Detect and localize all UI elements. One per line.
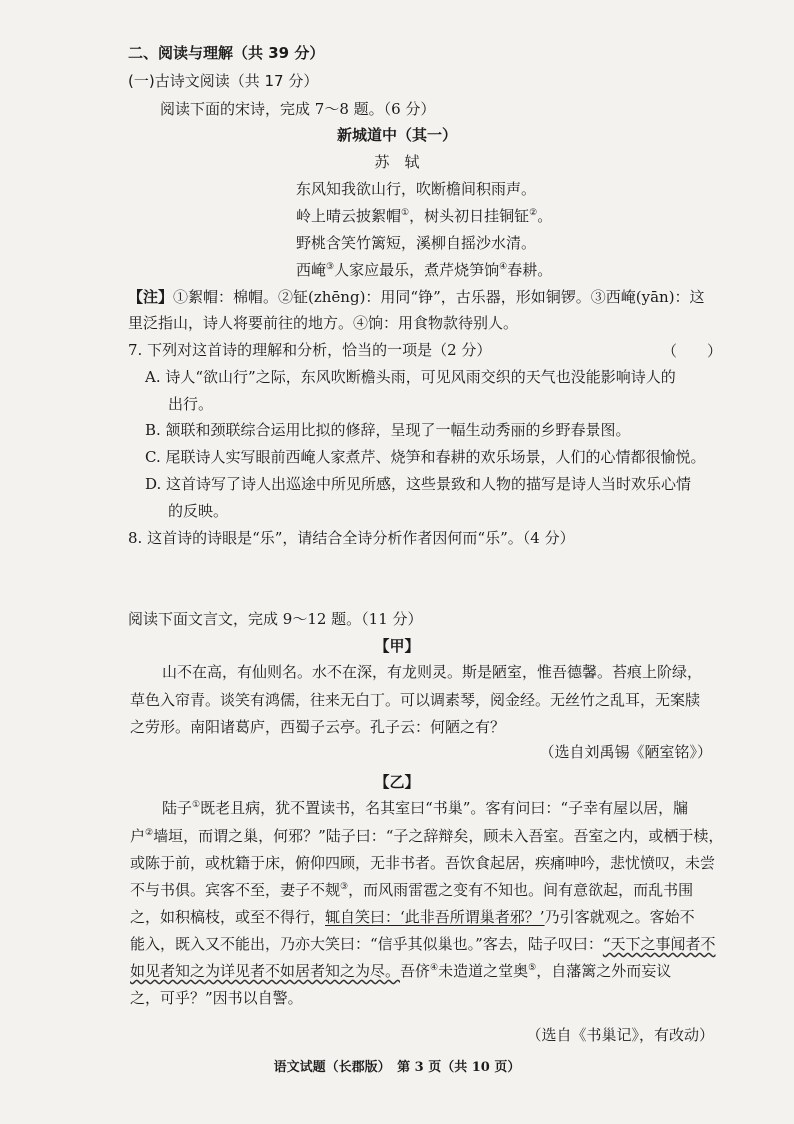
passage-yi-line: 陆子①既老且病，犹不置读书，名其室曰“书巢”。客有问曰：“子幸有屋以居，牖 — [162, 799, 689, 817]
instruction-classical: 阅读下面文言文，完成 9～12 题。（11 分） — [128, 610, 423, 628]
passage-yi-line: 户②墙垣，而谓之巢，何邪？”陆子曰：“子之辞辩矣，顾未入吾室。吾室之内，或栖于椟， — [130, 827, 724, 845]
poem-line: 东风知我欲山行，吹断檐间积雨声。 — [296, 180, 537, 198]
passage-yi-line: 之，如积槁枝，或至不得行，辄自笑曰：‘此非吾所谓巢者邪？’乃引客就观之。客始不 — [130, 908, 695, 926]
passage-jia-source: （选自刘禹锡《陋室铭》） — [539, 743, 712, 761]
passage-jia-line: 草色入帘青。谈笑有鸿儒，往来无白丁。可以调素琴，阅金经。无丝竹之乱耳，无案牍 — [130, 691, 701, 709]
page-footer: 语文试题（长郡版） 第 3 页（共 10 页） — [273, 1060, 521, 1075]
question-8-stem: 8. 这首诗的诗眼是“乐”，请结合全诗分析作者因何而“乐”。（4 分） — [128, 529, 575, 547]
poem-line: 西崦③人家应最乐，煮芹烧笋饷④春耕。 — [296, 261, 553, 279]
footnote-marker: ② — [145, 828, 154, 838]
passage-yi-source: （选自《书巢记》，有改动） — [526, 1026, 714, 1044]
passage-jia-line: 山不在高，有仙则名。水不在深，有龙则灵。斯是陋室，惟吾德馨。苔痕上阶绿， — [162, 663, 703, 681]
option-c: C. 尾联诗人实写眼前西崦人家煮芹、烧笋和春耕的欢乐场景，人们的心情都很愉悦。 — [145, 448, 706, 466]
footnote-marker: ④ — [499, 262, 508, 272]
underlined-sentence: 辄自笑曰：‘此非吾所谓巢者邪？’ — [325, 908, 545, 926]
passage-jia-line: 之劳形。南阳诸葛庐，西蜀子云亭。孔子云：何陋之有？ — [130, 718, 506, 736]
section-heading: 二、阅读与理解（共 39 分） — [128, 44, 325, 62]
wavy-underlined-sentence: “天下之事闻者不 — [602, 935, 716, 953]
question-7-stem: 7. 下列对这首诗的理解和分析，恰当的一项是（2 分） — [128, 341, 492, 359]
poem-author: 苏 轼 — [374, 153, 420, 171]
option-b: B. 颔联和颈联综合运用比拟的修辞，呈现了一幅生动秀丽的乡野春景图。 — [145, 421, 631, 439]
footnote-marker: ③ — [340, 882, 349, 892]
footnote-marker: ③ — [326, 262, 335, 272]
wavy-underlined-sentence: 如见者知之为详见者不如居者知之为尽。 — [130, 962, 401, 980]
passage-jia-label: 【甲】 — [374, 637, 420, 655]
option-a: A. 诗人“欲山行”之际，东风吹断檐头雨，可见风雨交织的天气也没能影响诗人的 — [145, 368, 676, 386]
passage-yi-line: 如见者知之为详见者不如居者知之为尽。吾侪④未造道之堂奥⑤，自藩篱之外而妄议 — [130, 962, 672, 980]
footnote-marker: ⑤ — [528, 963, 537, 973]
answer-blank: （ ） — [662, 342, 723, 360]
instruction-poem: 阅读下面的宋诗，完成 7～8 题。（6 分） — [160, 100, 436, 118]
footnote-marker: ① — [401, 208, 410, 218]
option-d-cont: 的反映。 — [168, 502, 229, 520]
option-a-cont: 出行。 — [168, 395, 214, 413]
annotation-line: 【注】①絮帽：棉帽。②钲(zhēng)：用同“铮”，古乐器，形如铜锣。③西崦(yān)：这 — [128, 288, 705, 306]
passage-yi-line: 之，可乎？”因书以自警。 — [130, 989, 303, 1007]
footnote-marker: ② — [529, 208, 538, 218]
passage-yi-line: 不与书俱。宾客不至，妻子不觌③，而风雨雷雹之变有不知也。间有意欲起，而乱书围 — [130, 881, 694, 899]
footnote-marker: ④ — [430, 963, 439, 973]
option-d: D. 这首诗写了诗人出巡途中所见所感，这些景致和人物的描写是诗人当时欢乐心情 — [145, 475, 692, 493]
poem-title: 新城道中（其一） — [336, 126, 457, 144]
passage-yi-line: 能入，既入又不能出，乃亦大笑曰：“信乎其似巢也。”客去，陆子叹曰：“天下之事闻者不 — [130, 935, 716, 953]
footnote-marker: ① — [192, 800, 201, 810]
passage-yi-label: 【乙】 — [374, 773, 420, 791]
part-heading: (一)古诗文阅读（共 17 分） — [128, 72, 319, 90]
annotation-line: 里泛指山，诗人将要前往的地方。④饷：用食物款待别人。 — [128, 314, 519, 332]
poem-line: 岭上晴云披絮帽①，树头初日挂铜钲②。 — [296, 207, 553, 225]
poem-line: 野桃含笑竹篱短，溪柳自摇沙水清。 — [296, 234, 537, 252]
passage-yi-line: 或陈于前，或枕籍于床，俯仰四顾，无非书者。吾饮食起居，疾痛呻吟，悲忧愤叹，未尝 — [130, 854, 716, 872]
